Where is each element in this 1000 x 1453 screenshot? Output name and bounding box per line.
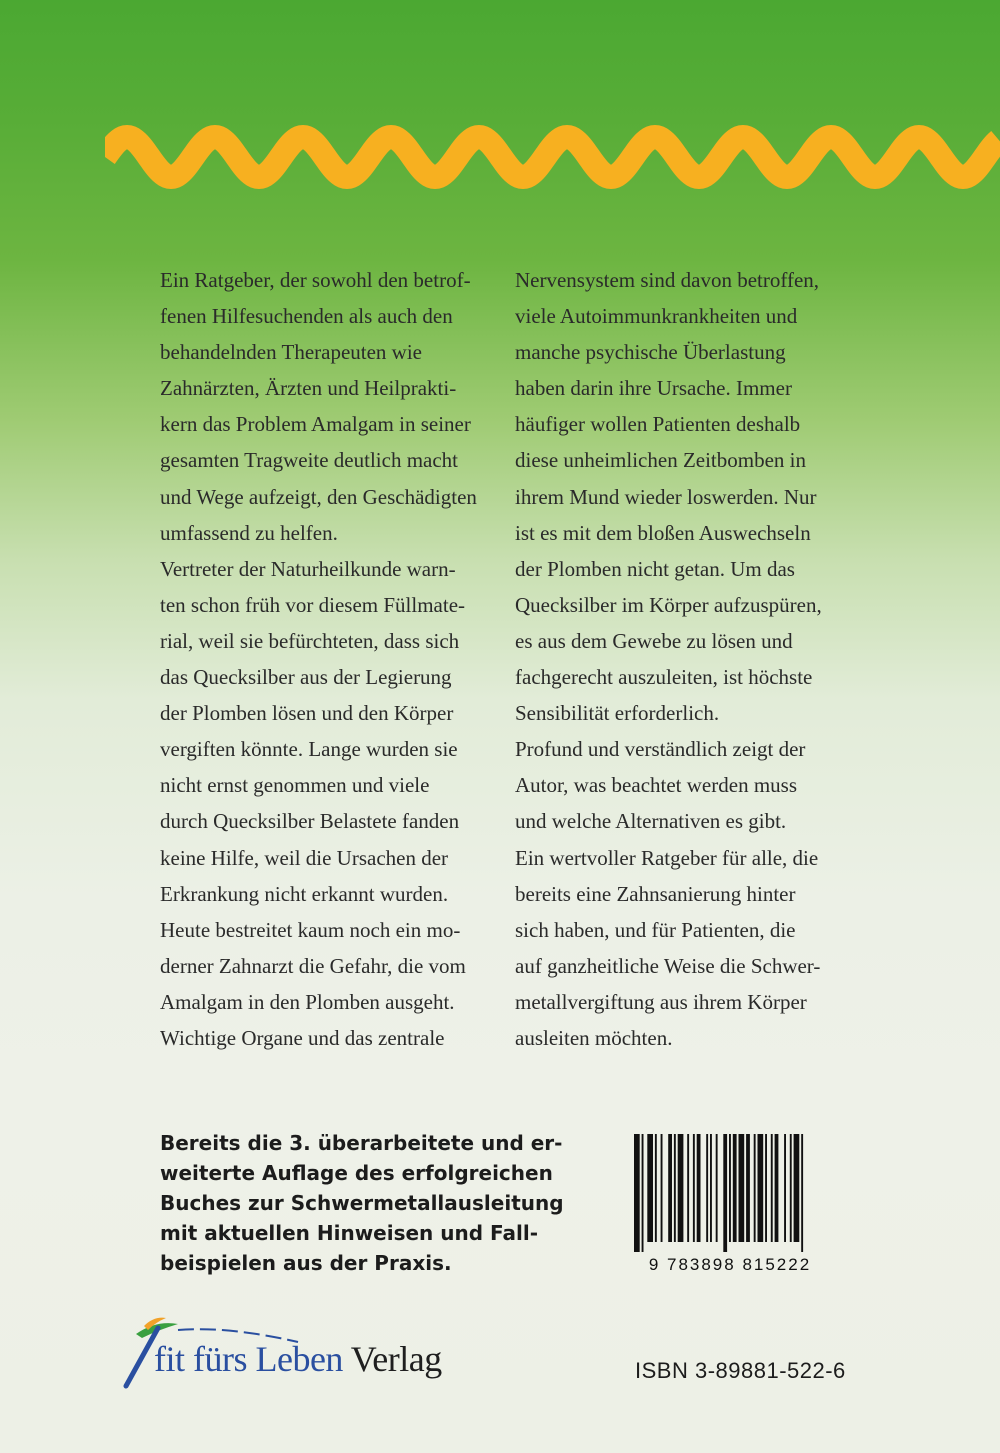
barcode-bar: [746, 1134, 750, 1242]
text-line: umfassend zu helfen.: [160, 520, 338, 545]
barcode-bar: [790, 1134, 792, 1242]
text-line: Amalgam in den Plomben ausgeht.: [160, 989, 455, 1014]
text-line: metallvergiftung aus ihrem Körper: [515, 989, 807, 1014]
text-line: Nervensystem sind davon betroffen,: [515, 268, 820, 292]
barcode-bar: [655, 1134, 657, 1242]
text-line: Zahnärzten, Ärzten und Heilprakti-: [160, 376, 457, 401]
publisher-name: [154, 1338, 442, 1380]
text-line: Erkrankung nicht erkannt wurden.: [160, 881, 449, 906]
barcode-bar: [754, 1134, 756, 1242]
text-line: diese unheimlichen Zeitbomben in: [515, 448, 807, 473]
barcode-bar: [733, 1134, 737, 1242]
barcode-bar: [739, 1134, 745, 1242]
blurb-line: beispielen aus der Praxis.: [160, 1251, 452, 1275]
blurb-line: Bereits die 3. überarbeitete und er-: [160, 1131, 563, 1155]
blurb-line: Buches zur Schwermetallausleitung: [160, 1191, 564, 1215]
isbn-number: ISBN 3-89881-522-6: [635, 1358, 846, 1383]
text-line: ausleiten möchten.: [515, 1025, 673, 1050]
barcode-bar: [771, 1134, 773, 1242]
text-line: vergiften könnte. Lange wurden sie: [160, 737, 458, 762]
publisher-verlag: Verlag: [350, 1339, 442, 1379]
text-line: ihrem Mund wieder loswerden. Nur: [515, 484, 817, 509]
text-line: behandelnden Therapeuten wie: [160, 340, 422, 365]
text-line: Vertreter der Naturheilkunde warn-: [160, 556, 456, 581]
barcode-bar: [716, 1134, 718, 1242]
text-line: Autor, was beachtet werden muss: [515, 773, 797, 798]
barcode-bar: [729, 1134, 731, 1242]
text-line: es aus dem Gewebe zu lösen und: [515, 628, 793, 653]
text-line: häufiger wollen Patienten deshalb: [515, 412, 801, 437]
barcode-bar: [697, 1134, 701, 1242]
barcode-bar: [794, 1134, 800, 1242]
barcode-digits: 9 783898 815222: [648, 1255, 812, 1274]
text-line: das Quecksilber aus der Legierung: [160, 665, 452, 690]
barcode-bar: [765, 1134, 767, 1242]
text-line: auf ganzheitliche Weise die Schwer-: [515, 953, 821, 978]
barcode-bar: [647, 1134, 653, 1242]
text-line: viele Autoimmunkrankheiten und: [515, 304, 798, 329]
edition-blurb: [160, 1128, 564, 1278]
text-line: Ein Ratgeber, der sowohl den betrof-: [160, 268, 471, 292]
barcode-bar: [706, 1134, 708, 1242]
text-line: ist es mit dem bloßen Auswechseln: [515, 520, 811, 545]
description-right-column: [515, 262, 822, 1056]
barcode-bar: [678, 1134, 684, 1242]
text-line: bereits eine Zahnsanierung hinter: [515, 881, 796, 906]
blurb-line: mit aktuellen Hinweisen und Fall-: [160, 1221, 539, 1245]
text-line: der Plomben nicht getan. Um das: [515, 556, 795, 581]
text-line: keine Hilfe, weil die Ursachen der: [160, 845, 449, 870]
text-line: Heute bestreitet kaum noch ein mo-: [160, 917, 461, 942]
barcode-bar: [693, 1134, 695, 1242]
text-line: Ein wertvoller Ratgeber für alle, die: [515, 845, 819, 870]
blurb-line: weiterte Auflage des erfolgreichen: [160, 1161, 553, 1185]
barcode-bar: [674, 1134, 676, 1242]
text-line: Wichtige Organe und das zentrale: [160, 1025, 445, 1050]
text-line: nicht ernst genommen und viele: [160, 773, 430, 798]
text-line: Sensibilität erforderlich.: [515, 701, 720, 726]
publisher-logo: [118, 1312, 442, 1392]
text-line: Quecksilber im Körper aufzuspüren,: [515, 592, 822, 617]
text-line: gesamten Tragweite deutlich macht: [160, 448, 459, 473]
text-line: ten schon früh vor diesem Füllmate-: [160, 592, 466, 617]
text-line: haben darin ihre Ursache. Immer: [515, 376, 792, 401]
text-line: rial, weil sie befürchteten, dass sich: [160, 628, 460, 653]
text-line: kern das Problem Amalgam in seiner: [160, 412, 471, 437]
barcode-bar: [758, 1134, 764, 1242]
text-line: manche psychische Überlastung: [515, 340, 786, 365]
barcode-bar: [642, 1134, 644, 1252]
isbn-barcode: [620, 1134, 840, 1274]
text-line: und Wege aufzeigt, den Geschädigten: [160, 484, 477, 509]
text-line: fachgerecht auszuleiten, ist höchste: [515, 665, 813, 690]
text-line: derner Zahnarzt die Gefahr, die vom: [160, 953, 466, 978]
text-line: sich haben, und für Patienten, die: [515, 917, 796, 942]
publisher-brand: fit fürs Leben: [154, 1339, 343, 1379]
text-line: durch Quecksilber Belastete fanden: [160, 809, 460, 834]
barcode-bar: [801, 1134, 803, 1252]
barcode-bar: [723, 1134, 727, 1252]
decorative-wave: [105, 112, 1000, 202]
description-left-column: [160, 262, 477, 1056]
barcode-bar: [775, 1134, 779, 1242]
barcode-bar: [661, 1134, 663, 1242]
barcode-bar: [710, 1134, 712, 1242]
text-line: Profund und verständlich zeigt der: [515, 737, 806, 762]
text-line: der Plomben lösen und den Körper: [160, 701, 454, 726]
text-line: fenen Hilfesuchenden als auch den: [160, 304, 453, 329]
barcode-bar: [784, 1134, 786, 1242]
barcode-bar: [634, 1134, 640, 1252]
text-line: und welche Alternativen es gibt.: [515, 809, 787, 834]
barcode-bar: [668, 1134, 672, 1242]
barcode-bar: [687, 1134, 689, 1242]
